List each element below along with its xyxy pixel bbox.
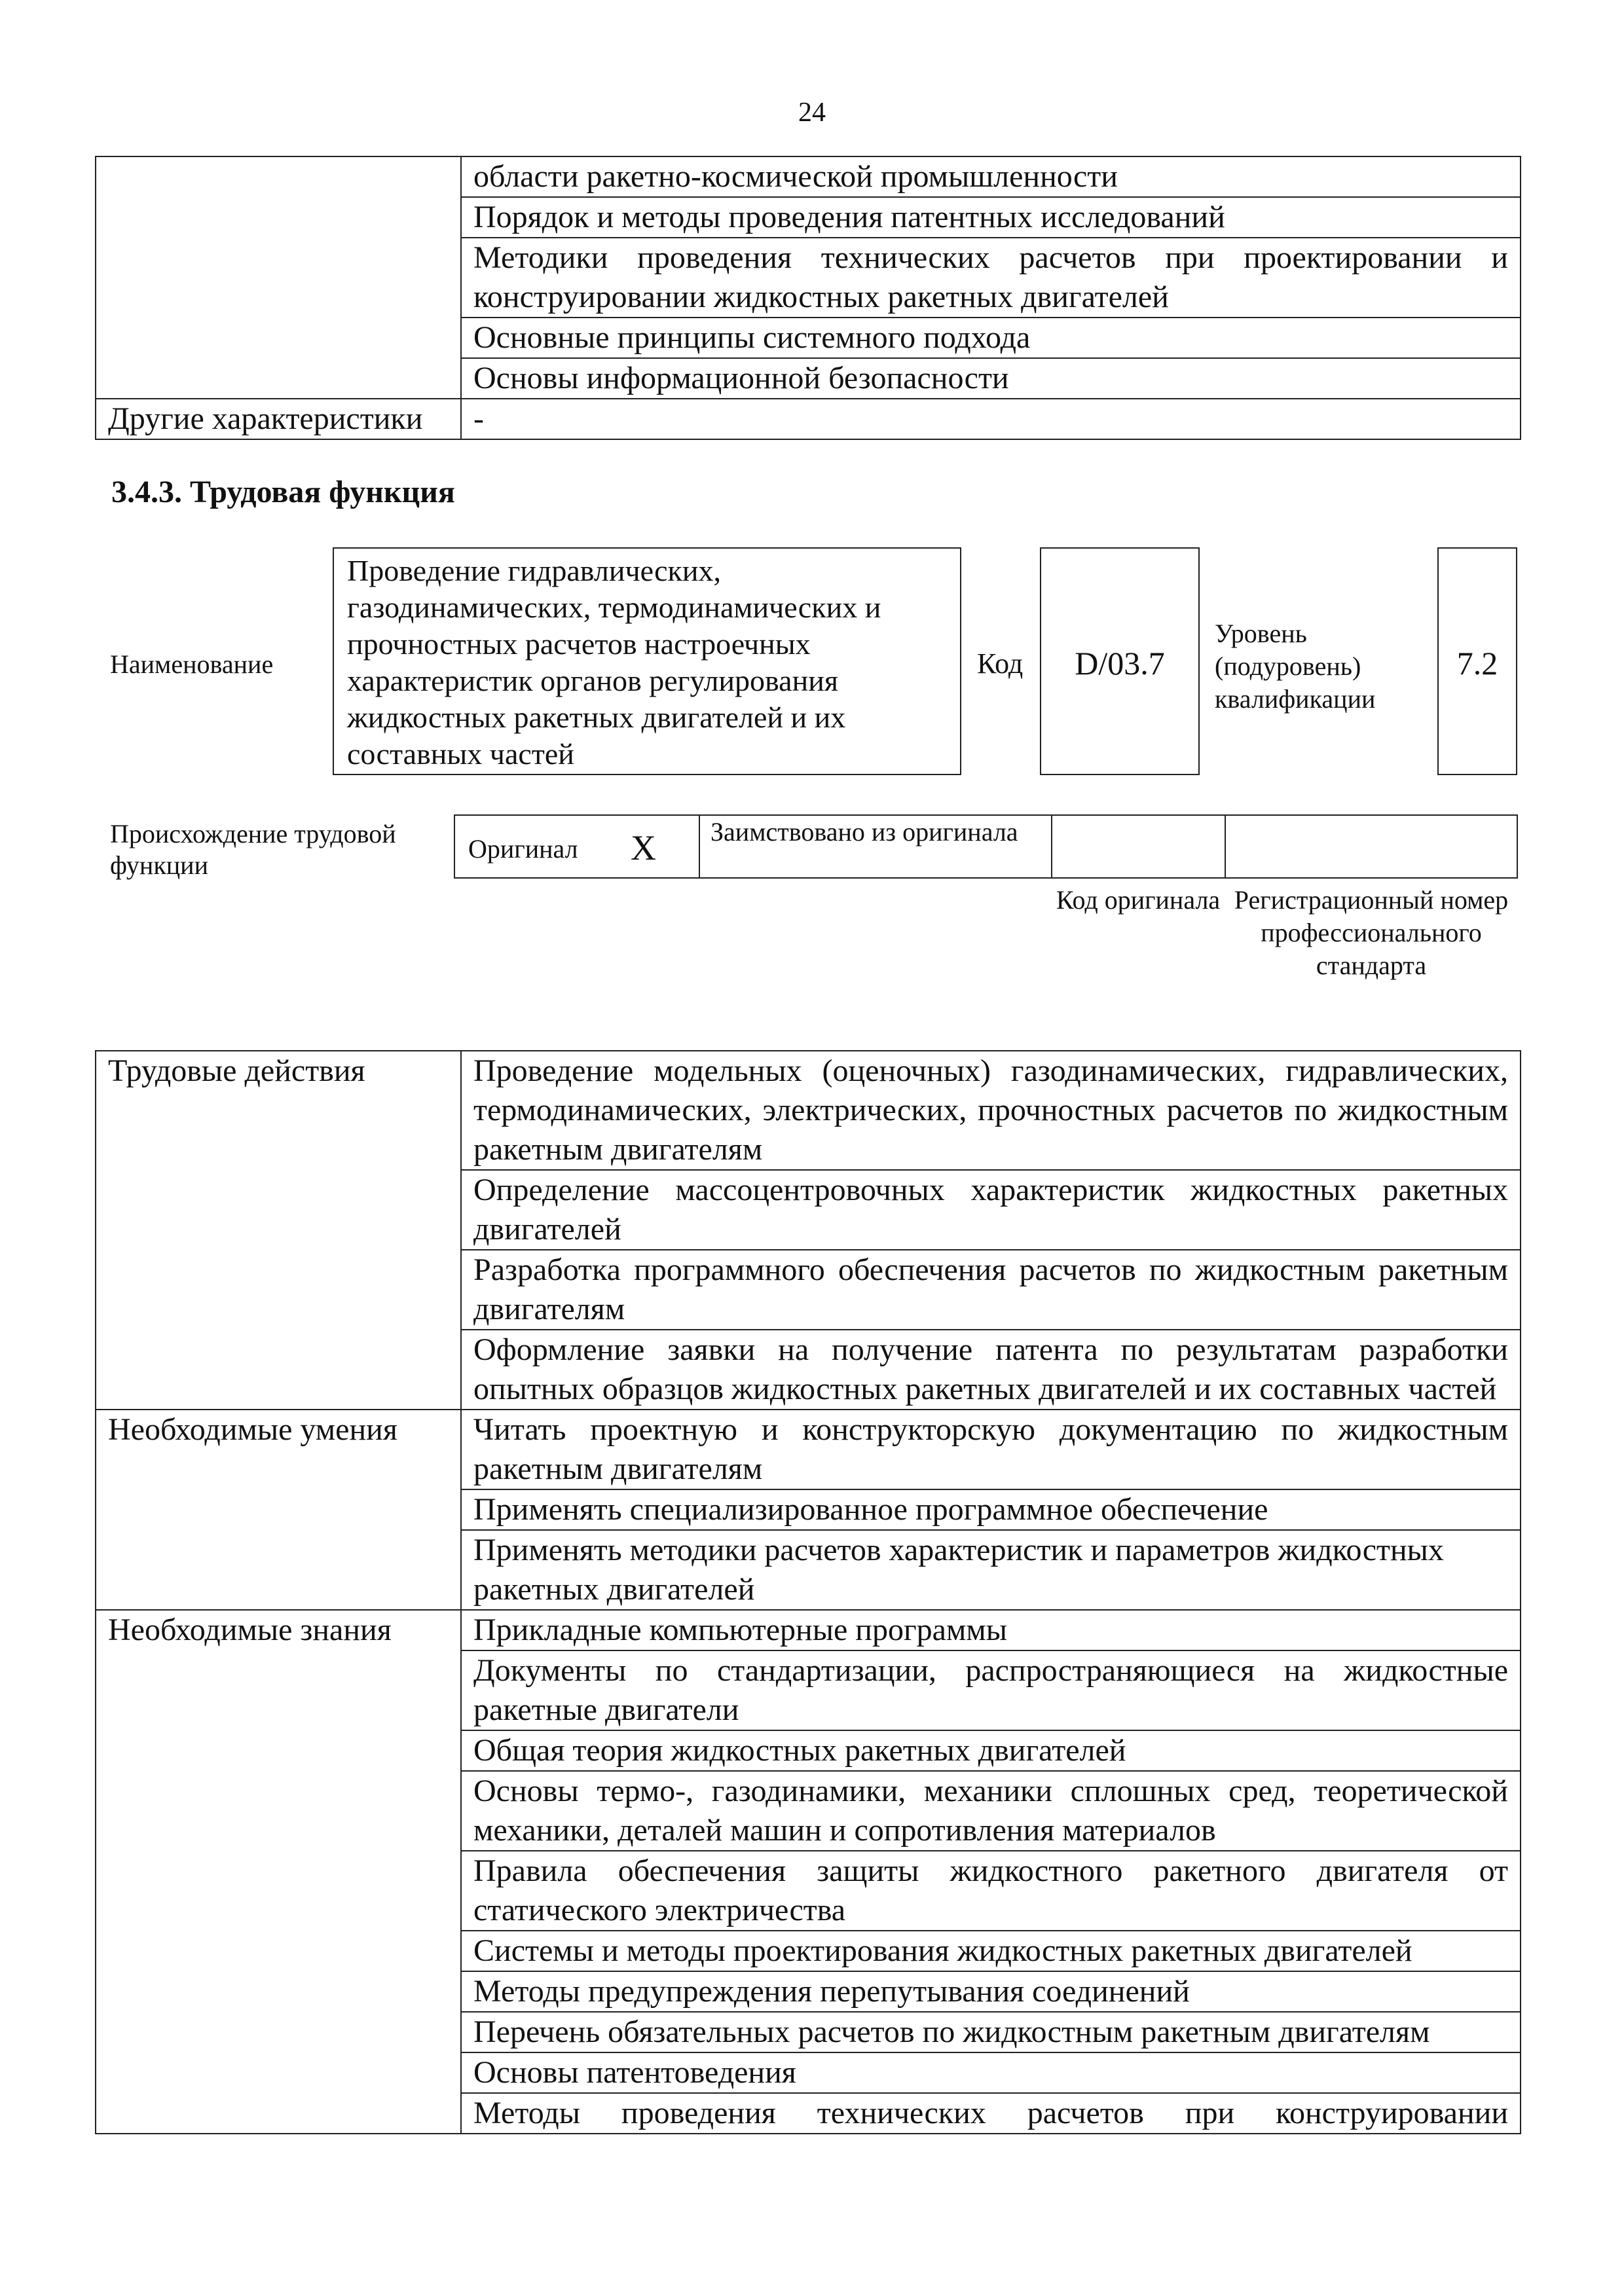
- page-number: 24: [798, 98, 826, 128]
- divider: [1051, 816, 1052, 879]
- borrowed-label: Заимствовано из оригинала: [710, 817, 1018, 847]
- labor-action-row: Проведение модельных (оценочных) газодинамических, гидравлических, термодинамических, электрических, прочностных расчетов по жидкостным ракетным двигателям: [461, 1051, 1521, 1170]
- knowledge-row: Основы информационной безопасности: [461, 358, 1521, 399]
- knowledge-row: Методики проведения технических расчетов при проектировании и конструировании жидкостных ракетных двигателей: [461, 238, 1521, 318]
- knowledge-row: Основы термо-, газодинамики, механики сплошных сред, теоретической механики, деталей машин и сопротивления материалов: [461, 1771, 1521, 1851]
- labor-action-row: Определение массоцентровочных характеристик жидкостных ракетных двигателей: [461, 1170, 1521, 1250]
- code-caption: Код оригинала: [1056, 885, 1221, 915]
- knowledge-row: Порядок и методы проведения патентных исследований: [461, 197, 1521, 238]
- knowledge-row: Документы по стандартизации, распространяющиеся на жидкостные ракетные двигатели: [461, 1650, 1521, 1730]
- main-table: [95, 1050, 1521, 2134]
- knowledge-row: Методы проведения технических расчетов при конструировании: [461, 2093, 1521, 2134]
- knowledge-row: Методы предупреждения перепутывания соединений: [461, 1971, 1521, 2012]
- code-label: Код: [977, 647, 1024, 680]
- function-code-box: D/03.7: [1040, 547, 1200, 775]
- knowledge-label: Необходимые знания: [96, 1610, 461, 2134]
- knowledge-row: Прикладные компьютерные программы: [461, 1610, 1521, 1650]
- knowledge-row: Основы патентоведения: [461, 2052, 1521, 2093]
- section-heading: 3.4.3. Трудовая функция: [111, 475, 455, 509]
- skill-row: Применять методики расчетов характеристик и параметров жидкостных ракетных двигателей: [461, 1530, 1521, 1610]
- skill-row: Применять специализированное программное обеспечение: [461, 1489, 1521, 1530]
- original-mark: X: [631, 828, 656, 867]
- empty-label-cell: [96, 156, 461, 399]
- labor-action-row: Оформление заявки на получение патента по результатам разработки опытных образцов жидкостных ракетных двигателей и их составных частей: [461, 1330, 1521, 1410]
- other-characteristics-value: -: [461, 399, 1521, 439]
- registration-caption: Регистрационный номер профессионального стандарта: [1234, 885, 1509, 980]
- knowledge-row: области ракетно-космической промышленности: [461, 156, 1521, 197]
- origin-box: [454, 814, 1518, 879]
- skill-row: Читать проектную и конструкторскую документацию по жидкостным ракетным двигателям: [461, 1410, 1521, 1489]
- labor-actions-label: Трудовые действия: [96, 1051, 461, 1410]
- function-name-box: Проведение гидравлических, газодинамических, термодинамических и прочностных расчетов настроечных характеристик органов регулирования жидкостных ракетных двигателей и их составных частей: [333, 547, 961, 775]
- knowledge-row: Основные принципы системного подхода: [461, 318, 1521, 358]
- skills-label: Необходимые умения: [96, 1410, 461, 1610]
- origin-label: Происхождение трудовой функции: [110, 819, 396, 880]
- original-label: Оригинал: [468, 834, 578, 864]
- knowledge-row: Системы и методы проектирования жидкостных ракетных двигателей: [461, 1931, 1521, 1971]
- labor-action-row: Разработка программного обеспечения расчетов по жидкостным ракетным двигателям: [461, 1250, 1521, 1330]
- knowledge-row: Правила обеспечения защиты жидкостного ракетного двигателя от статического электричества: [461, 1851, 1521, 1931]
- knowledge-row: Перечень обязательных расчетов по жидкостным ракетным двигателям: [461, 2012, 1521, 2052]
- knowledge-row: Общая теория жидкостных ракетных двигателей: [461, 1730, 1521, 1771]
- other-characteristics-label: Другие характеристики: [96, 399, 461, 439]
- divider: [699, 816, 700, 879]
- continuation-table: [95, 156, 1521, 440]
- divider: [1225, 816, 1226, 879]
- level-label: Уровень (подуровень) квалификации: [1215, 619, 1376, 714]
- qualification-level-box: 7.2: [1437, 547, 1517, 775]
- name-label: Наименование: [110, 649, 274, 679]
